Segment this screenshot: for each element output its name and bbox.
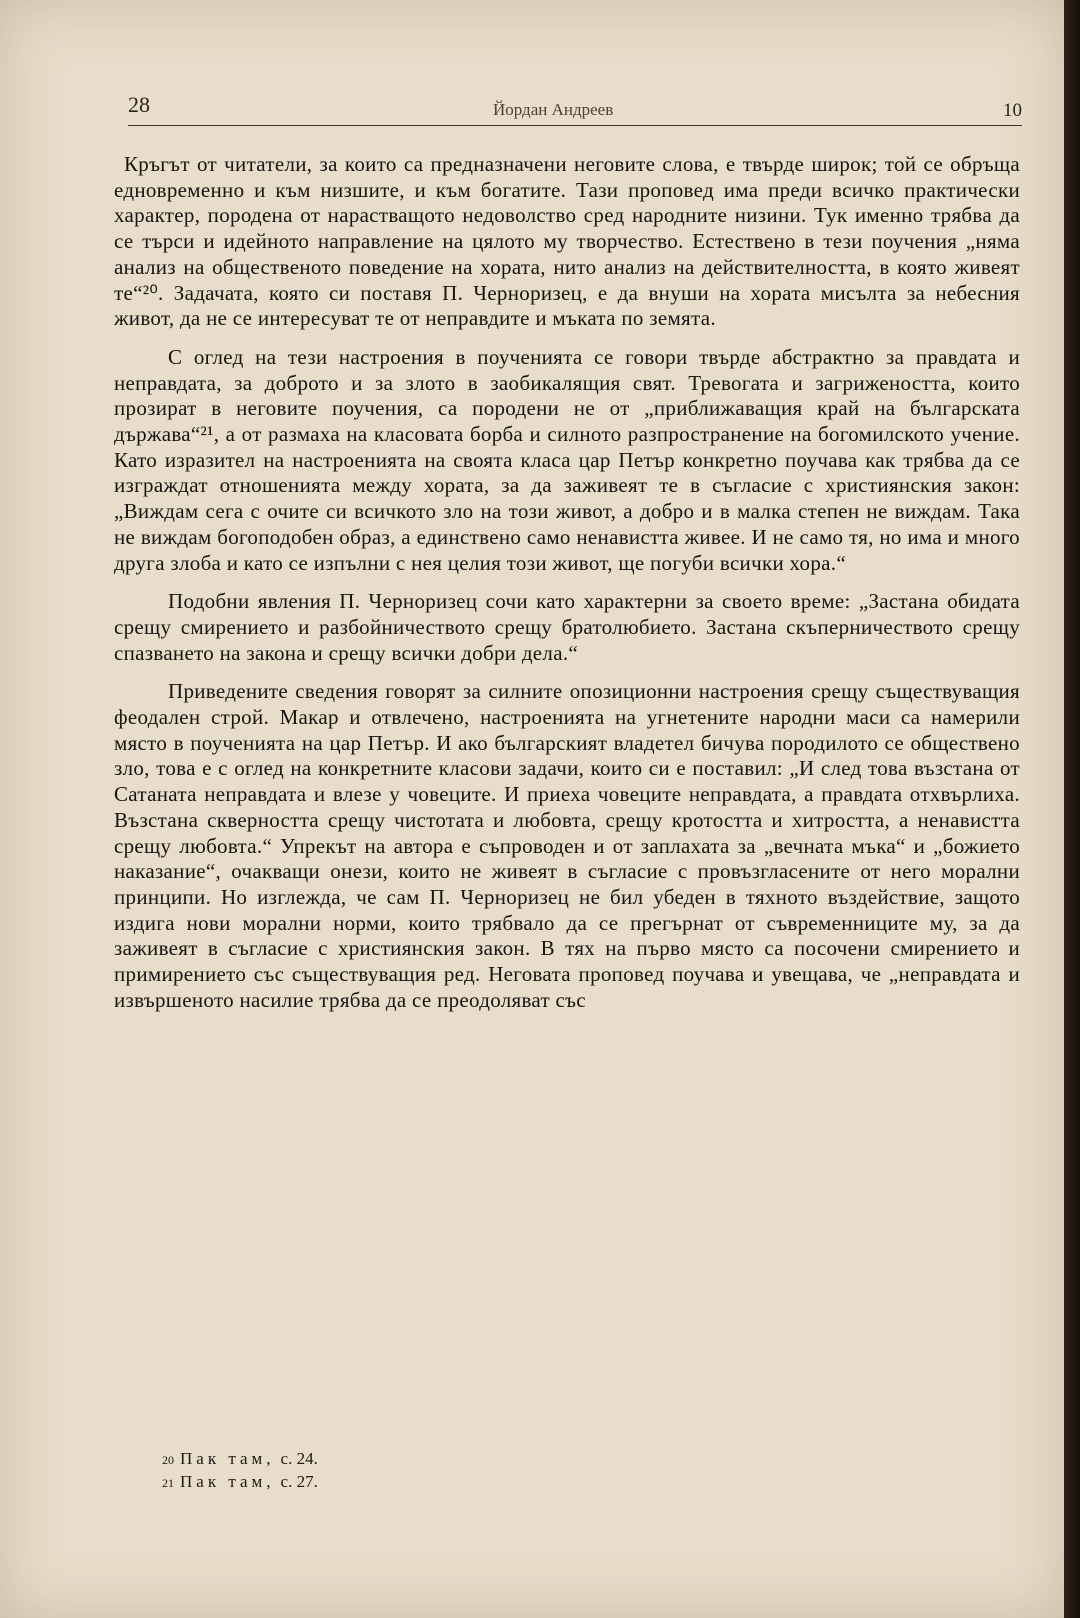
footnote: [162, 1471, 318, 1494]
footnotes: [162, 1448, 318, 1494]
paragraph: Приведените сведения говорят за силните опозиционни настроения срещу съществуващия феодален строй. Макар и отвлечено, настроенията на угнетените народни маси са намерили място в поученията на цар Петър. И ако българският владетел бичува породилото се обществено зло, това е с оглед на конкретните класови задачи, които си е поставил: „И след това възстана от Сатаната неправдата и влезе у човеците. И приеха човеците неправдата, а правдата отхвърлиха. Възстана скверността срещу чистотата и любовта, срещу кротостта и хитростта, а ненавистта срещу любовта.“ Упрекът на автора е съпроводен и от заплахата за „вечната мъка“ и „божието наказание“, очакващи онези, които не живеят в съгласие с провъзгласените от него морални принципи. Но изглежда, че сам П. Черноризец не бил убеден в тяхното въздействие, защото издига нови морални норми, които трябвало да се прегърнат от съвременниците му, за да заживеят в съгласие с християнския закон. В тях на първо място са посочени смирението и примирението със съществуващия ред. Неговата проповед поучава и увещава, че „неправдата и извършеното насилие трябва да се преодоляват със: [114, 679, 1020, 1012]
footnote-source: Пак там,: [180, 1472, 275, 1491]
paragraph: Подобни явления П. Черноризец сочи като характерни за своето време: „Застана обидата срещу смирението и разбойничеството срещу братолюбието. Застана скъперничеството срещу спазването на закона и срещу всички добри дела.“: [114, 589, 1020, 665]
page-number: 28: [128, 92, 150, 117]
footnote: [162, 1448, 318, 1471]
paragraph: С оглед на тези настроения в поученията се говори твърде абстрактно за правдата и неправдата, за доброто и за злото в заобикалящия свят. Тревогата и загрижеността, които прозират в неговите поучения, са породени не от „приближаващия край на българската държава“²¹, а от размаха на класовата борба и силното разпространение на богомилското учение. Като изразител на настроенията на своята класа цар Петър конкретно поучава как трябва да се изграждат отношенията между хората, за да заживеят те в съгласие с християнския закон: „Виждам сега с очите си всичкото зло на този живот, а добро и в малка степен не виждам. Така не виждам богоподобен образ, а единствено само ненавистта живее. И не само тя, но има и много друга злоба и като се изпълни с нея целия този живот, ще погуби всички хора.“: [114, 344, 1020, 575]
footnote-number: 20: [162, 1453, 174, 1467]
book-spine: [1064, 0, 1080, 1618]
running-header: [128, 92, 1022, 124]
header-rule: [128, 125, 1022, 126]
footnote-page: с. 27.: [280, 1472, 318, 1491]
footnote-source: Пак там,: [180, 1449, 275, 1468]
body-text: [114, 152, 1020, 1027]
paragraph: Кръгът от читатели, за които са предназначени неговите слова, е твърде широк; той се обръща едновременно и към низшите, и към богатите. Тази проповед има преди всичко практически характер, породена от нарастващото недоволство сред народните низини. Тук именно трябва да се търси и идейното направление на цялото му творчество. Естествено в тези поучения „няма анализ на общественото поведение на хората, нито анализ на действителността, в която живеят те“²⁰. Задачата, която си поставя П. Черноризец, е да внуши на хората мисълта за небесния живот, да не се интересуват те от неправдите и мъката по земята.: [114, 152, 1020, 331]
running-title: Йордан Андреев: [493, 100, 614, 119]
marginal-number: 10: [1003, 100, 1022, 121]
footnote-number: 21: [162, 1476, 174, 1490]
footnote-page: с. 24.: [280, 1449, 318, 1468]
